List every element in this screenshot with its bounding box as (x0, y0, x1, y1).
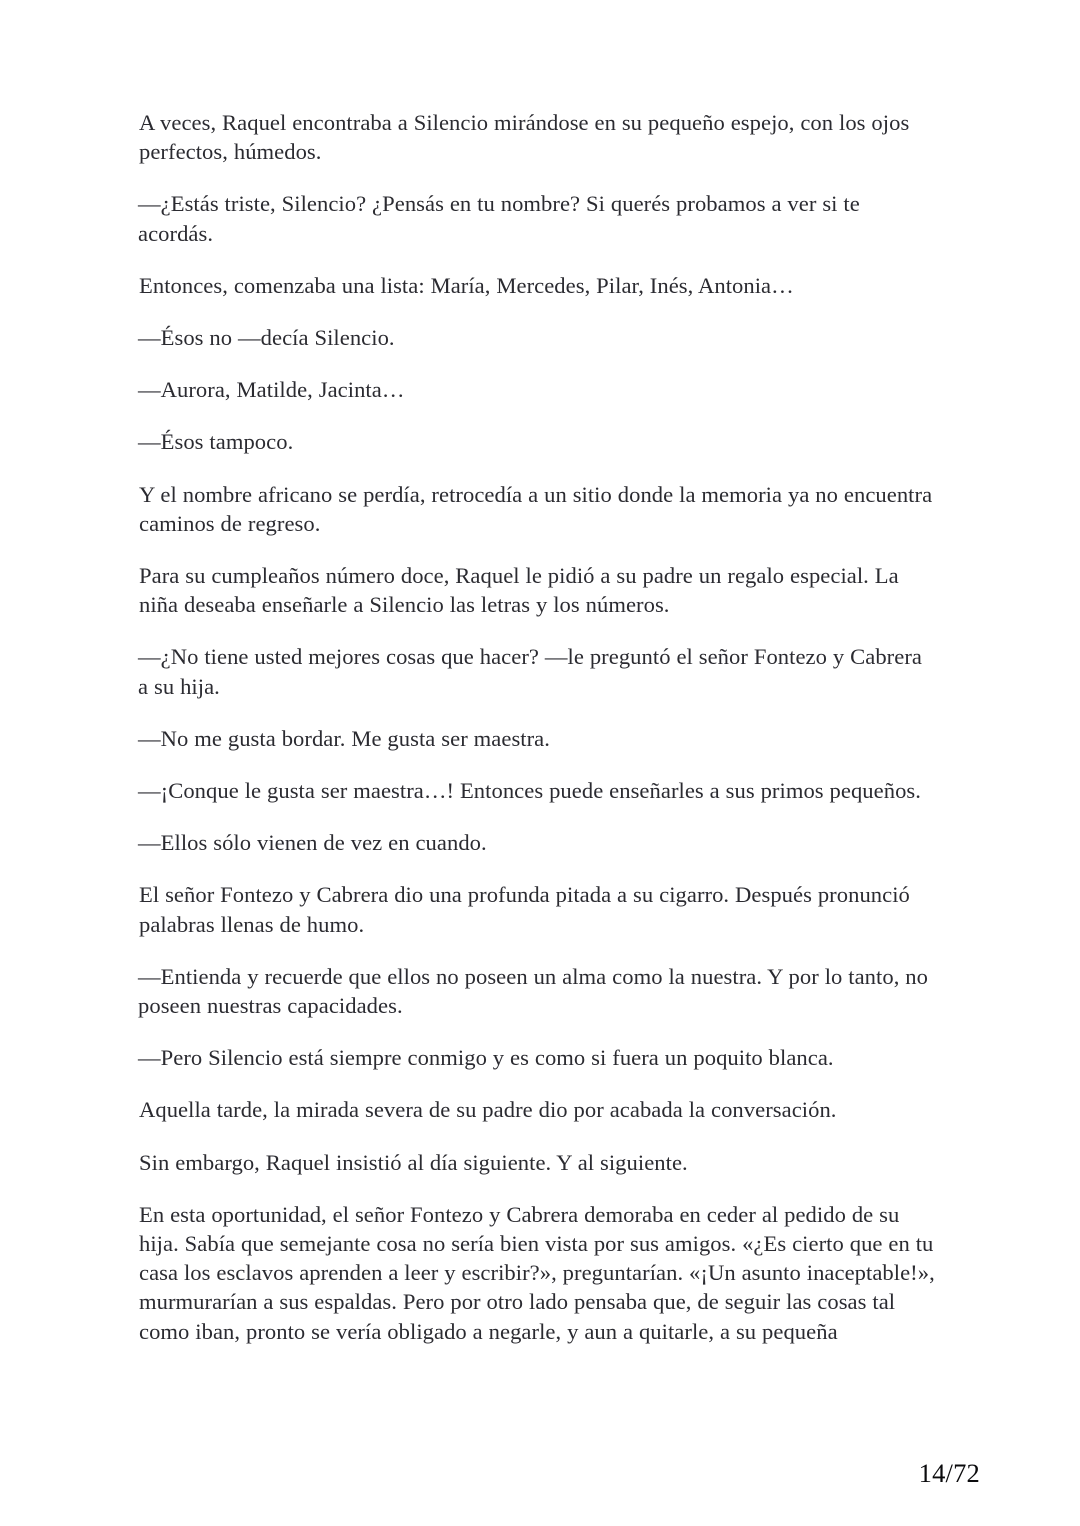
body-text-column (139, 108, 936, 1346)
paragraph: A veces, Raquel encontraba a Silencio mirándose en su pequeño espejo, con los ojos perfectos, húmedos. (139, 110, 910, 165)
paragraph: Aquella tarde, la mirada severa de su padre dio por acabada la conversación. (139, 1097, 837, 1123)
paragraph: Entonces, comenzaba una lista: María, Mercedes, Pilar, Inés, Antonia… (139, 272, 794, 298)
page-number-indicator: 14/72 (918, 1458, 980, 1488)
paragraph-dialogue: —¿Estás triste, Silencio? ¿Pensás en tu nombre? Si querés probamos a ver si te acordás. (138, 191, 860, 246)
paragraph: Sin embargo, Raquel insistió al día siguiente. Y al siguiente. (139, 1149, 688, 1175)
paragraph-dialogue: —No me gusta bordar. Me gusta ser maestra. (138, 725, 550, 751)
paragraph: En esta oportunidad, el señor Fontezo y Cabrera demoraba en ceder al pedido de su hija. Sabía que semejante cosa no sería bien vista por sus amigos. «¿Es cierto que en tu casa los esclavos aprenden a leer y escribir?», preguntarían. «¡Un asunto inaceptable!», murmurarían a sus espaldas. Pero por otro lado pensaba que, de seguir las cosas tal como iban, pronto se vería obligado a negarle, y aun a quitarle, a su pequeña (139, 1201, 935, 1344)
paragraph-dialogue: —Pero Silencio está siempre conmigo y es como si fuera un poquito blanca. (138, 1045, 834, 1071)
paragraph-dialogue: —¿No tiene usted mejores cosas que hacer? —le preguntó el señor Fontezo y Cabrera a su hija. (138, 644, 922, 699)
paragraph: Y el nombre africano se perdía, retrocedía a un sitio donde la memoria ya no encuentra caminos de regreso. (139, 481, 933, 536)
paragraph-dialogue: —Ellos sólo vienen de vez en cuando. (138, 830, 487, 856)
paragraph-dialogue: —¡Conque le gusta ser maestra…! Entonces puede enseñarles a sus primos pequeños. (138, 778, 921, 804)
paragraph-dialogue: —Ésos tampoco. (138, 429, 294, 455)
paragraph: Para su cumpleaños número doce, Raquel le pidió a su padre un regalo especial. La niña deseaba enseñarle a Silencio las letras y los números. (139, 563, 899, 618)
paragraph: El señor Fontezo y Cabrera dio una profunda pitada a su cigarro. Después pronunció palabras llenas de humo. (139, 882, 910, 937)
paragraph-dialogue: —Entienda y recuerde que ellos no poseen un alma como la nuestra. Y por lo tanto, no poseen nuestras capacidades. (138, 963, 928, 1019)
paragraph-dialogue: —Ésos no —decía Silencio. (138, 325, 395, 351)
paragraph-dialogue: —Aurora, Matilde, Jacinta… (138, 377, 405, 403)
